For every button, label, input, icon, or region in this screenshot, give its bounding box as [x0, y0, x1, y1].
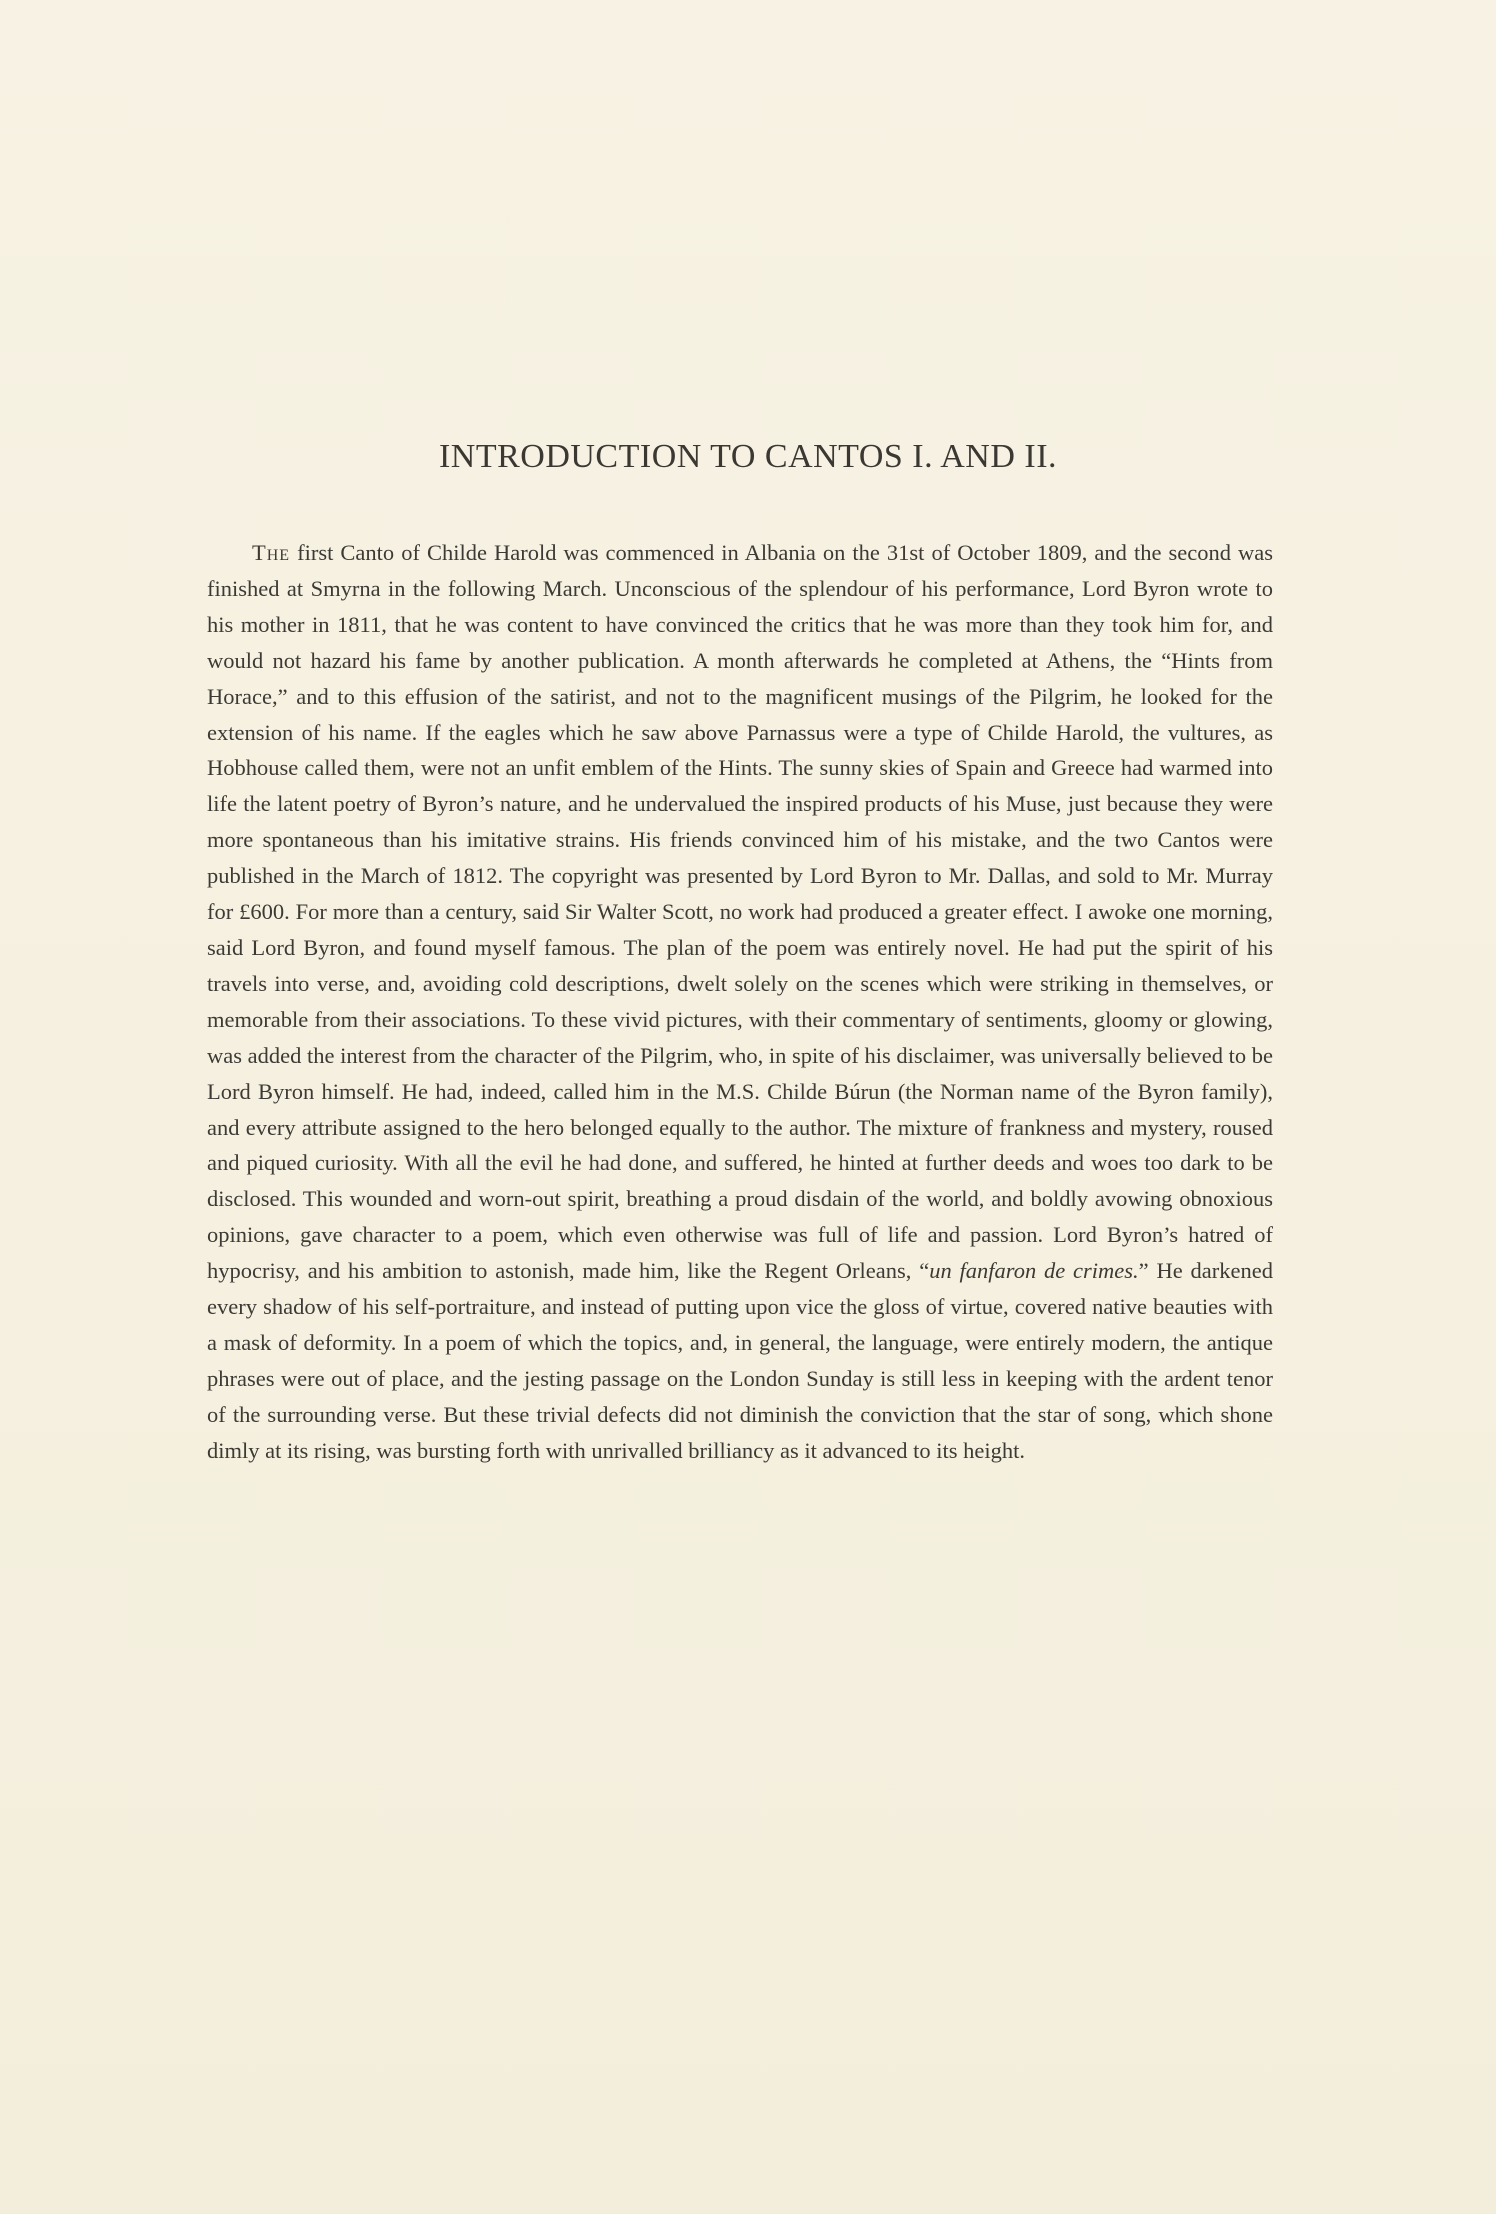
page-title: INTRODUCTION TO CANTOS I. AND II.: [438, 438, 1058, 475]
introduction-paragraph: [207, 535, 1273, 1469]
paragraph-text-part-2: ” He darkened every shadow of his self-portraiture, and instead of putting upon vice the gloss of virtue, covered native beauties with a mask of deformity. In a poem of which the topics, and, in general, the language, were entirely modern, the antique phrases were out of place, and the jesting passage on the London Sunday is still less in keeping with the ardent tenor of the surrounding verse. But these trivial defects did not diminish the conviction that the star of song, which shone dimly at its rising, was bursting forth with unrivalled brilliancy as it advanced to its height.: [207, 1258, 1273, 1463]
paragraph-text-part-1: first Canto of Childe Harold was commenced in Albania on the 31st of October 1809, and the second was finished at Smyrna in the following March. Unconscious of the splendour of his performance, Lord Byron wrote to his mother in 1811, that he was content to have convinced the critics that he was more than they took him for, and would not hazard his fame by another publication. A month afterwards he completed at Athens, the “Hints from Horace,” and to this effusion of the satirist, and not to the magnificent musings of the Pilgrim, he looked for the extension of his name. If the eagles which he saw above Parnassus were a type of Childe Harold, the vultures, as Hobhouse called them, were not an unfit emblem of the Hints. The sunny skies of Spain and Greece had warmed into life the latent poetry of Byron’s nature, and he undervalued the inspired products of his Muse, just because they were more spontaneous than his imitative strains. His friends convinced him of his mistake, and the two Cantos were published in the March of 1812. The copyright was presented by Lord Byron to Mr. Dallas, and sold to Mr. Murray for £600. For more than a century, said Sir Walter Scott, no work had produced a greater effect. I awoke one morning, said Lord Byron, and found myself famous. The plan of the poem was entirely novel. He had put the spirit of his travels into verse, and, avoiding cold descriptions, dwelt solely on the scenes which were striking in themselves, or memorable from their associations. To these vivid pictures, with their commentary of sentiments, gloomy or glowing, was added the interest from the character of the Pilgrim, who, in spite of his disclaimer, was universally believed to be Lord Byron himself. He had, indeed, called him in the M.S. Childe Búrun (the Norman name of the Byron family), and every attribute assigned to the hero belonged equally to the author. The mixture of frankness and mystery, roused and piqued curiosity. With all the evil he had done, and suffered, he hinted at further deeds and woes too dark to be disclosed. This wounded and worn-out spirit, breathing a proud disdain of the world, and boldly avowing obnoxious opinions, gave character to a poem, which even otherwise was full of life and passion. Lord Byron’s hatred of hypocrisy, and his ambition to astonish, made him, like the Regent Orleans, “: [207, 540, 1273, 1284]
opening-word: The: [252, 540, 291, 565]
italic-quote: un fanfaron de crimes.: [929, 1258, 1139, 1284]
